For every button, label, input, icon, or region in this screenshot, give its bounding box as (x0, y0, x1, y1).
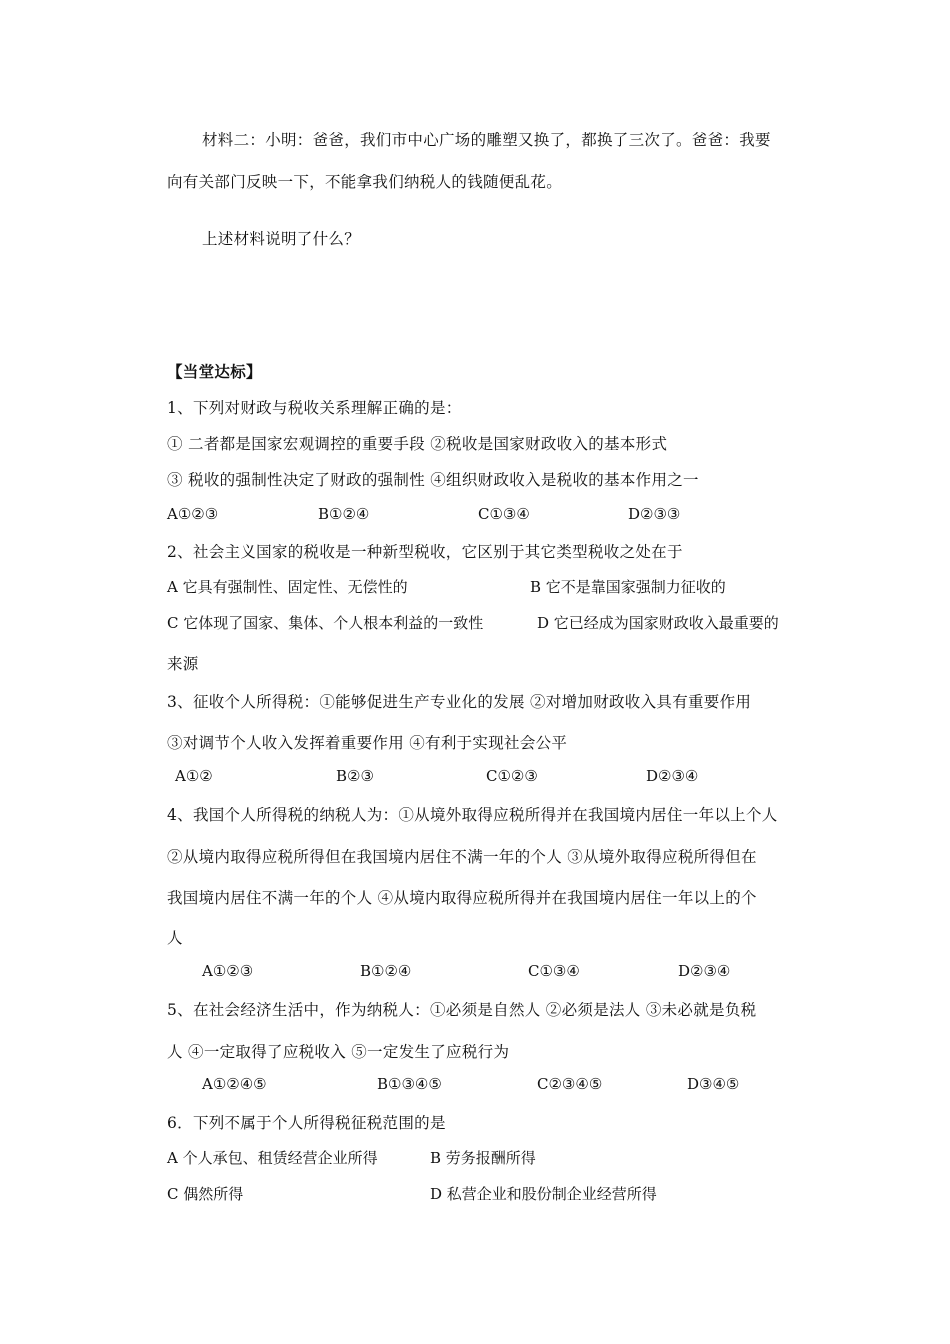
q1-line2: ① 二者都是国家宏观调控的重要手段 ②税收是国家财政收入的基本形式 (167, 435, 668, 453)
q3-stem: 3、征收个人所得税：①能够促进生产专业化的发展 ②对增加财政收入具有重要作用 (167, 693, 752, 711)
q1-line3: ③ 税收的强制性决定了财政的强制性 ④组织财政收入是税收的基本作用之一 (167, 471, 699, 489)
q3-option-a: A①② (175, 767, 213, 785)
q1-stem: 1、下列对财政与税收关系理解正确的是： (167, 399, 462, 417)
q3-option-c: C①②③ (486, 767, 538, 785)
q4-line3: 我国境内居住不满一年的个人 ④从境内取得应税所得并在我国境内居住一年以上的个 (167, 889, 757, 907)
section-title: 【当堂达标】 (167, 362, 262, 381)
q2-option-a: A 它具有强制性、固定性、无偿性的 (167, 578, 408, 596)
q2-stem: 2、社会主义国家的税收是一种新型税收，它区别于其它类型税收之处在于 (167, 543, 683, 561)
q6-option-b: B 劳务报酬所得 (430, 1149, 536, 1167)
q6-option-a: A 个人承包、租赁经营企业所得 (167, 1149, 378, 1167)
q5-option-c: C②③④⑤ (537, 1075, 603, 1093)
q2-option-c: C 它体现了国家、集体、个人根本利益的一致性 (167, 614, 484, 632)
q1-option-a: A①②③ (167, 505, 219, 523)
q3-line2: ③对调节个人收入发挥着重要作用 ④有利于实现社会公平 (167, 734, 568, 752)
q2-option-d: D 它已经成为国家财政收入最重要的 (537, 614, 779, 632)
q1-option-c: C①③④ (478, 505, 530, 523)
q4-line4: 人 (167, 929, 183, 947)
q5-line2: 人 ④一定取得了应税收入 ⑤一定发生了应税行为 (167, 1043, 510, 1061)
q2-option-b: B 它不是靠国家强制力征收的 (530, 578, 726, 596)
q5-option-a: A①②④⑤ (202, 1075, 267, 1093)
q4-option-b: B①②④ (360, 962, 412, 980)
q4-line2: ②从境内取得应税所得但在我国境内居住不满一年的个人 ③从境外取得应税所得但在 (167, 848, 757, 866)
q1-option-b: B①②④ (318, 505, 370, 523)
q4-option-a: A①②③ (202, 962, 254, 980)
q6-option-d: D 私营企业和股份制企业经营所得 (430, 1185, 657, 1203)
q4-option-d: D②③④ (678, 962, 731, 980)
q5-stem: 5、在社会经济生活中，作为纳税人：①必须是自然人 ②必须是法人 ③未必就是负税 (167, 1001, 757, 1019)
q3-option-d: D②③④ (646, 767, 699, 785)
q5-option-d: D③④⑤ (687, 1075, 740, 1093)
q1-option-d: D②③③ (628, 505, 681, 523)
material2-line2: 向有关部门反映一下，不能拿我们纳税人的钱随便乱花。 (167, 173, 563, 191)
material2-line1: 材料二：小明：爸爸，我们市中心广场的雕塑又换了，都换了三次了。爸爸：我要 (202, 131, 771, 149)
q6-stem: 6．下列不属于个人所得税征税范围的是 (167, 1114, 446, 1132)
q5-option-b: B①③④⑤ (377, 1075, 442, 1093)
q3-option-b: B②③ (336, 767, 374, 785)
q4-option-c: C①③④ (528, 962, 580, 980)
q2-option-d-cont: 来源 (167, 655, 199, 673)
q6-option-c: C 偶然所得 (167, 1185, 244, 1203)
material2-question: 上述材料说明了什么？ (202, 230, 361, 248)
q4-stem: 4、我国个人所得税的纳税人为：①从境外取得应税所得并在我国境内居住一年以上个人 (167, 806, 778, 824)
